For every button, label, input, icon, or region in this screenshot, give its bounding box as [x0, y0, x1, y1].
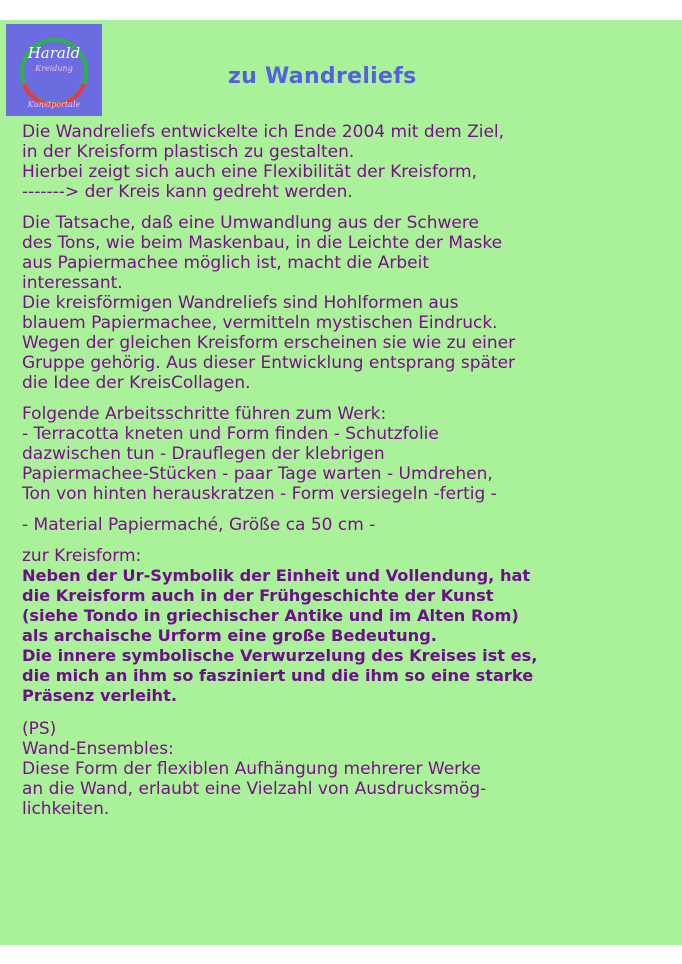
paragraph-circle-symbolism: Neben der Ur-Symbolik der Einheit und Vollendung, hat die Kreisform auch in der Frühgeschichte der Kunst (siehe Tondo in griechischer Antike und im Alten Rom) als archaische Urform eine große Bedeutung. Die innere symbolische Verwurzelung des Kreises ist es, die mich an ihm so fasziniert und die ihm so eine starke Präsenz verleiht. [22, 566, 538, 705]
page-panel [0, 20, 682, 945]
logo-text-harald: Harald [27, 44, 81, 62]
paragraph-material-change: Die Tatsache, daß eine Umwandlung aus der Schwere des Tons, wie beim Maskenbau, in die Leichte der Maske aus Papiermachee möglich ist, macht die Arbeit interessant. Die kreisförmigen Wandreliefs sind Hohlformen aus blauem Papiermachee, vermitteln mystischen Eindruck. Wegen der gleichen Kreisform erscheinen sie wie zu einer Gruppe gehörig. Aus dieser Entwicklung entsprang später die Idee der KreisCollagen. [22, 213, 516, 393]
paragraph-wall-ensembles: (PS) Wand-Ensembles: Diese Form der flexiblen Aufhängung mehrerer Werke an die Wand, erlaubt eine Vielzahl von Ausdrucksmög- lichkeiten. [22, 719, 487, 819]
paragraph-work-steps: Folgende Arbeitsschritte führen zum Werk: - Terracotta kneten und Form finden - Schutzfolie dazwischen tun - Drauflegen der klebrigen Papiermachee-Stücken - paar Tage warten - Umdrehen, Ton von hinten herauskratzen - Form versiegeln -fertig - [22, 404, 497, 504]
logo-text-name: Kreidung [35, 64, 73, 73]
article-body [22, 122, 677, 830]
paragraph-circle-label: zur Kreisform: [22, 546, 142, 566]
logo-text-tagline: Kunstportale [27, 100, 81, 109]
harald-logo[interactable] [6, 24, 102, 116]
paragraph-material-size: - Material Papiermaché, Größe ca 50 cm - [22, 515, 376, 535]
paragraph-intro: Die Wandreliefs entwickelte ich Ende 2004 mit dem Ziel, in der Kreisform plastisch zu gestalten. Hierbei zeigt sich auch eine Flexibilität der Kreisform, -------> der Kreis kann gedreht werden. [22, 122, 505, 202]
page-title: zu Wandreliefs [228, 64, 417, 89]
